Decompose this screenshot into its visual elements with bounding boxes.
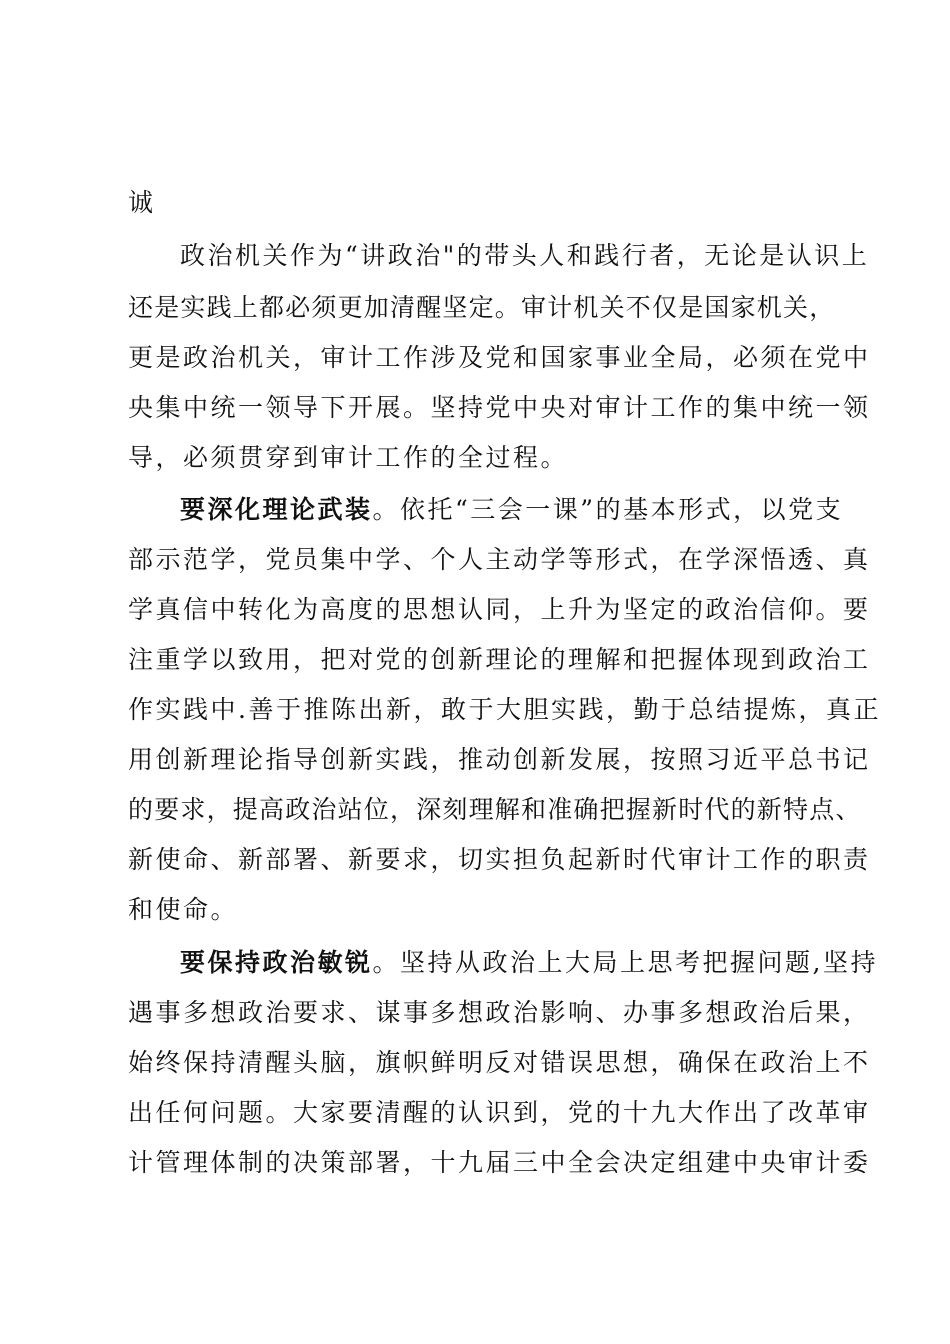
paragraph-2-line-7: 的要求，提高政治站位，深刻理解和准确把握新时代的新特点、 — [128, 795, 862, 824]
paragraph-1-line-4: 央集中统一领导下开展。坚持党中央对审计工作的集中统一领 — [128, 393, 871, 422]
paragraph-3-heading: 要保持政治敏锐 — [180, 948, 373, 977]
paragraph-2-line-1-text: 。依托“三会一课”的基本形式，以党支 — [372, 495, 844, 524]
paragraph-2-line-2: 部示范学，党员集中学、个人主动学等形式，在学深悟透、真 — [128, 545, 871, 574]
paragraph-2-line-5: 作实践中.善于推陈出新，敢于大胆实践，勤于总结提炼，真正 — [128, 695, 881, 724]
paragraph-3-line-5: 计管理体制的决策部署，十九届三中全会决定组建中央审计委 — [128, 1148, 871, 1177]
paragraph-1-line-3: 更是政治机关，审计工作涉及党和国家事业全局，必须在党中 — [128, 343, 871, 372]
paragraph-3-line-4: 出任何问题。大家要清醒的认识到，党的十九大作出了改革审 — [128, 1098, 871, 1127]
paragraph-2-line-9: 和使命。 — [128, 895, 239, 924]
paragraph-3-line-1 — [180, 945, 878, 981]
paragraph-3-line-1-text: 。坚持从政治上大局上思考把握问题,坚持 — [372, 948, 878, 977]
paragraph-2-line-1 — [180, 492, 843, 528]
paragraph-2-line-4: 注重学以致用，把对党的创新理论的理解和把握体现到政治工 — [128, 645, 871, 674]
continuation-line: 诚 — [128, 188, 156, 217]
paragraph-1-line-5: 导，必须贯穿到审计工作的全过程。 — [128, 443, 569, 472]
paragraph-2-line-6: 用创新理论指导创新实践，推动创新发展，按照习近平总书记 — [128, 745, 871, 774]
paragraph-2-line-3: 学真信中转化为高度的思想认同，上升为坚定的政治信仰。要 — [128, 595, 871, 624]
paragraph-3-line-3: 始终保持清醒头脑，旗帜鲜明反对错误思想，确保在政治上不 — [128, 1048, 871, 1077]
paragraph-1-line-2: 还是实践上都必须更加清醒坚定。审计机关不仅是国家机关， — [128, 293, 836, 322]
paragraph-3-line-2: 遇事多想政治要求、谋事多想政治影响、办事多想政治后果， — [128, 998, 871, 1027]
paragraph-2-heading: 要深化理论武装 — [180, 495, 373, 524]
paragraph-1-line-1: 政治机关作为“讲政治"的带头人和践行者，无论是认识上 — [180, 241, 870, 270]
paragraph-2-line-8: 新使命、新部署、新要求，切实担负起新时代审计工作的职责 — [128, 845, 871, 874]
